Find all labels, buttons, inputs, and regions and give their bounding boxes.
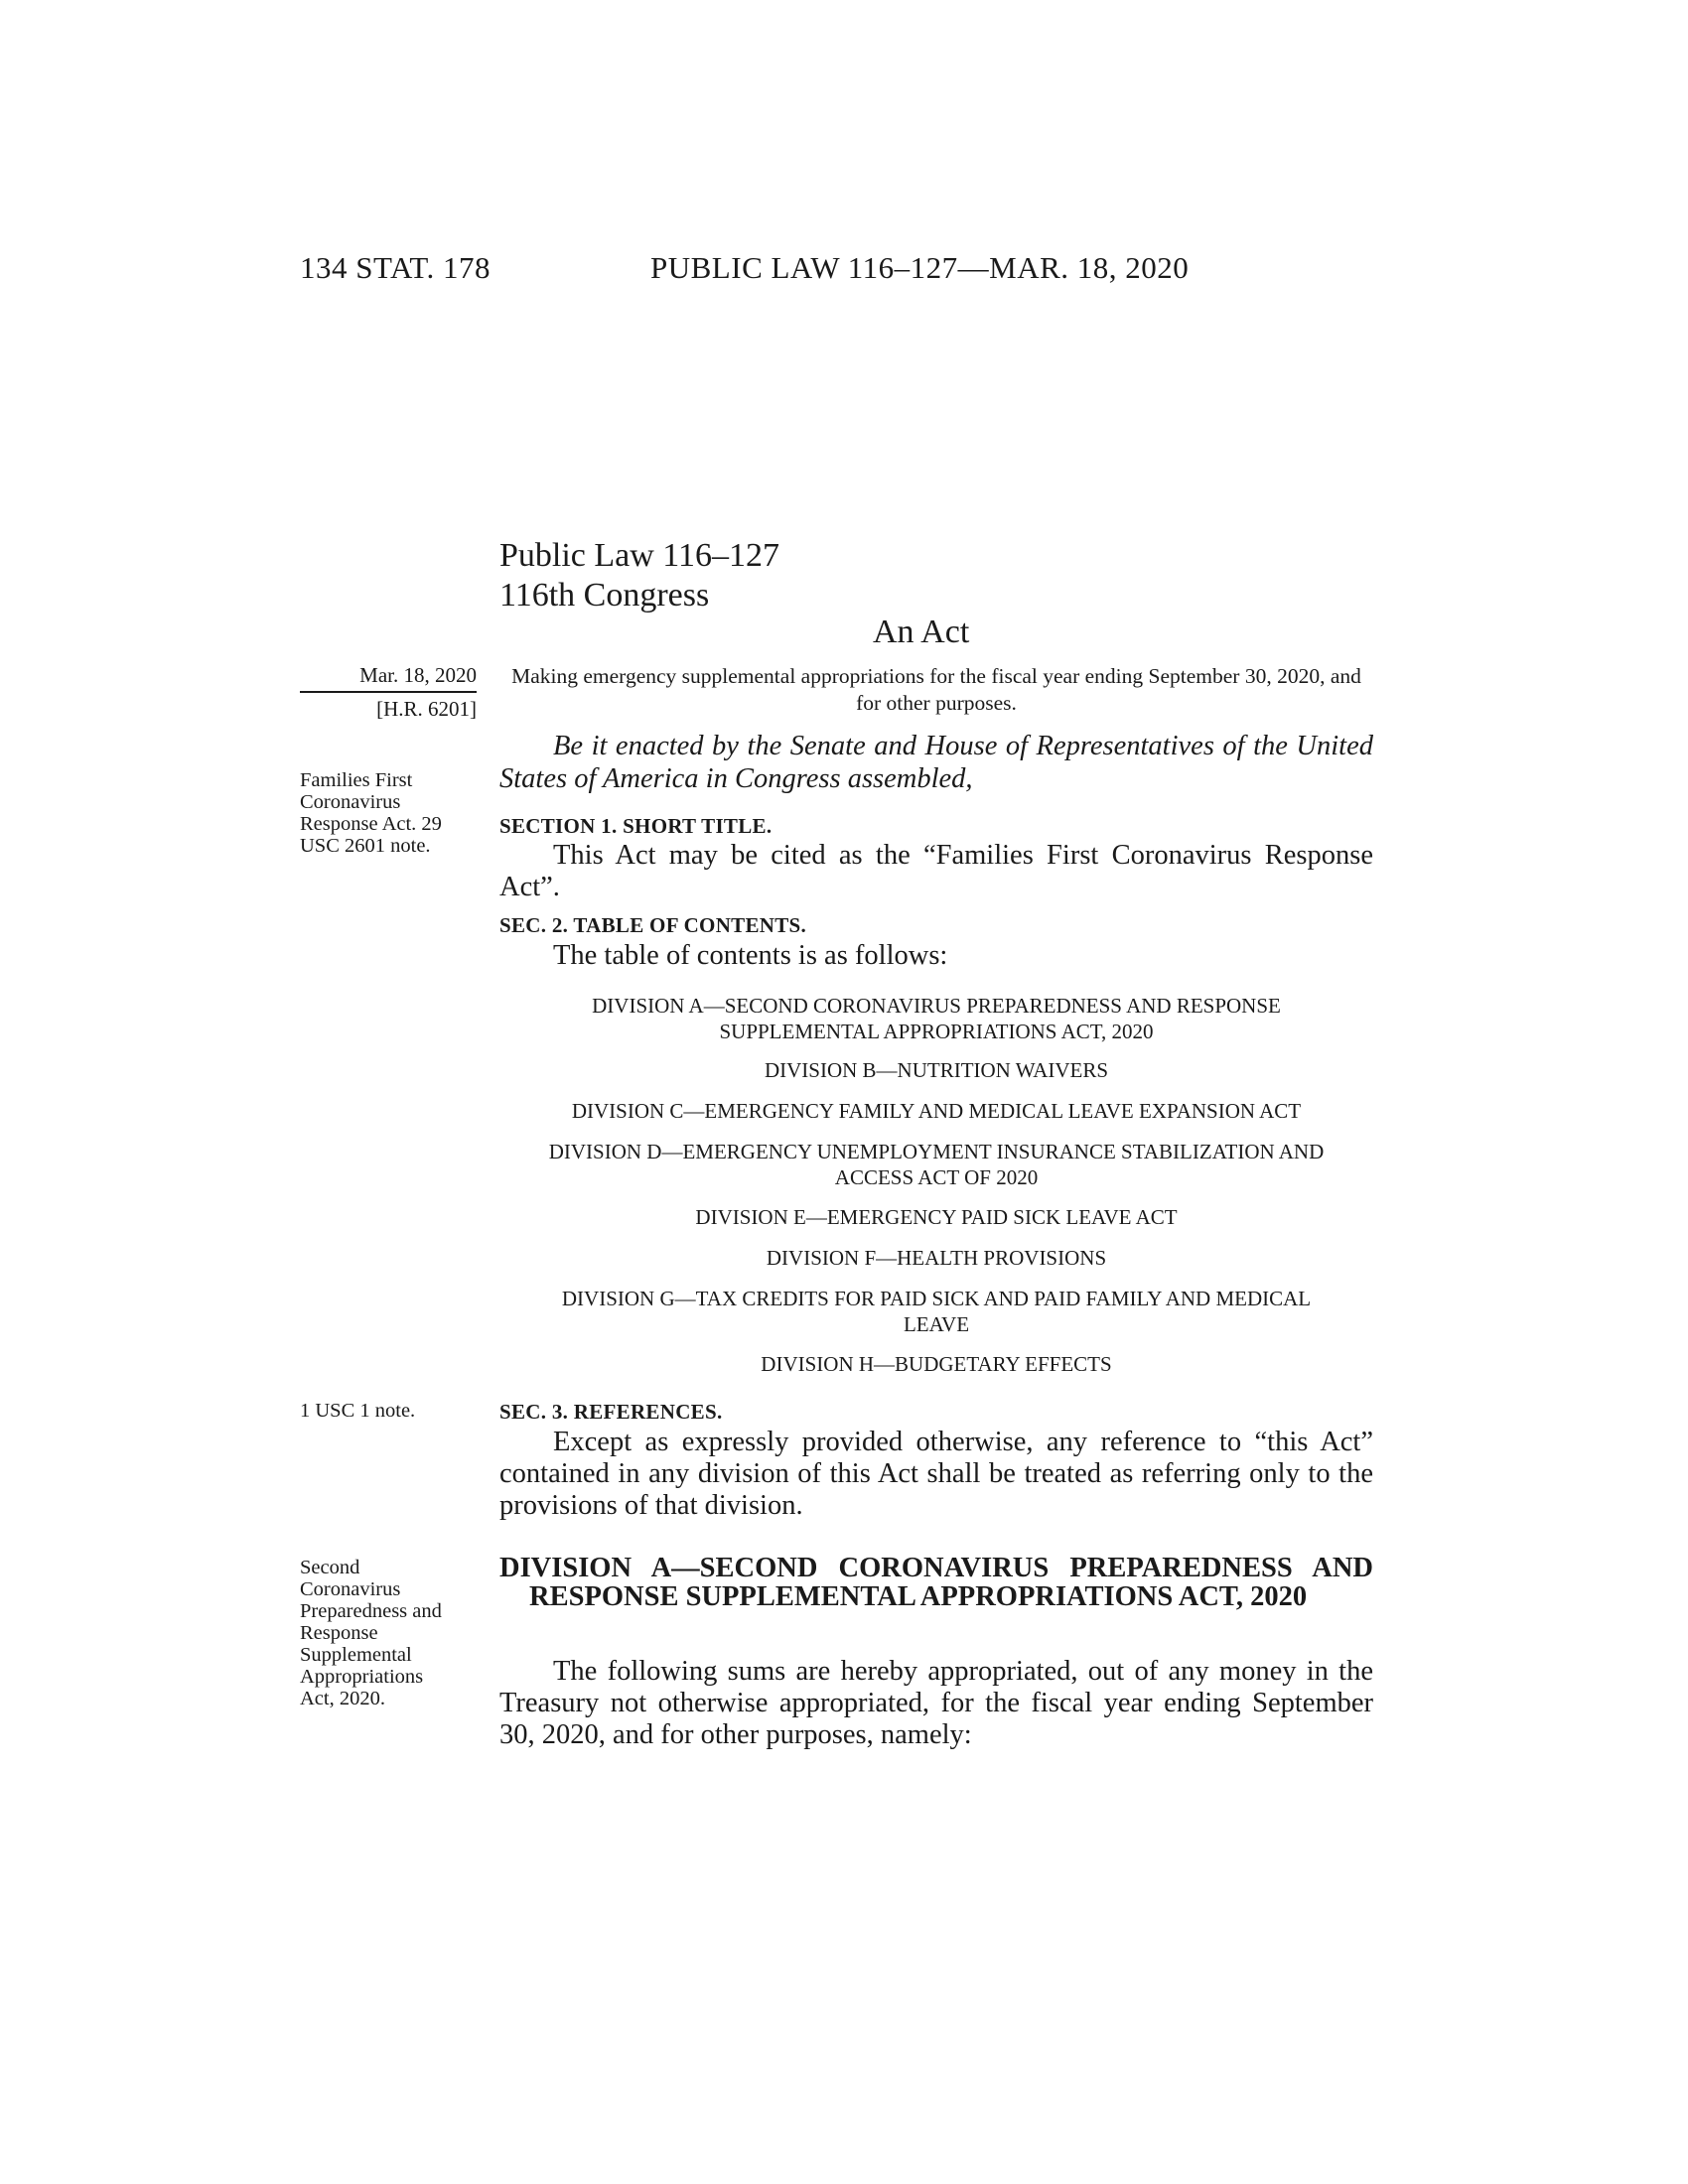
toc-division-c: DIVISION C—EMERGENCY FAMILY AND MEDICAL LEAVE EXPANSION ACT xyxy=(571,1099,1302,1123)
margin-bill-number: [H.R. 6201] xyxy=(376,697,477,721)
section-3-text: Except as expressly provided otherwise, any reference to “this Act” contained in any division of this Act shall be treated as referring only to the provisions of that division. xyxy=(499,1427,1373,1521)
division-a-heading: DIVISION A—SECOND CORONAVIRUS PREPAREDNESS AND RESPONSE SUPPLEMENTAL APPROPRIATIONS ACT, 2020 xyxy=(499,1553,1373,1612)
toc-division-d: DIVISION D—EMERGENCY UNEMPLOYMENT INSURANCE STABILIZATION AND ACCESS ACT OF 2020 xyxy=(548,1140,1325,1189)
margin-date: Mar. 18, 2020 xyxy=(359,663,477,687)
margin-note-short-title: Families First Coronavirus Response Act. 29 USC 2601 note. xyxy=(300,769,442,857)
margin-divider xyxy=(300,691,477,693)
section-3-heading: SEC. 3. REFERENCES. xyxy=(499,1400,723,1424)
congress-label: 116th Congress xyxy=(499,577,710,614)
act-purpose: Making emergency supplemental appropriations for the fiscal year ending September 30, 2020, and for other purposes. xyxy=(511,664,1361,715)
statute-page-number: 134 STAT. 178 xyxy=(300,250,492,285)
toc-division-b: DIVISION B—NUTRITION WAIVERS xyxy=(764,1058,1109,1082)
running-header-title: PUBLIC LAW 116–127—MAR. 18, 2020 xyxy=(650,250,1190,285)
toc-division-f: DIVISION F—HEALTH PROVISIONS xyxy=(766,1246,1107,1270)
division-a-text: The following sums are hereby appropriated, out of any money in the Treasury not otherwise appropriated, for the fiscal year ending September 30, 2020, and for other purposes, namely: xyxy=(499,1656,1373,1750)
toc-division-e: DIVISION E—EMERGENCY PAID SICK LEAVE ACT xyxy=(695,1205,1178,1229)
margin-note-references: 1 USC 1 note. xyxy=(300,1400,416,1422)
section-2-heading: SEC. 2. TABLE OF CONTENTS. xyxy=(499,913,807,937)
section-2-text: The table of contents is as follows: xyxy=(553,940,948,971)
section-1-heading: SECTION 1. SHORT TITLE. xyxy=(499,814,773,838)
section-1-text: This Act may be cited as the “Families First Coronavirus Response Act”. xyxy=(499,840,1373,902)
an-act-heading: An Act xyxy=(873,614,970,650)
public-law-title: Public Law 116–127 xyxy=(499,537,780,574)
toc-division-g: DIVISION G—TAX CREDITS FOR PAID SICK AND PAID FAMILY AND MEDICAL LEAVE xyxy=(561,1287,1312,1336)
toc-division-h: DIVISION H—BUDGETARY EFFECTS xyxy=(761,1352,1112,1376)
enacting-clause: Be it enacted by the Senate and House of Representatives of the United States of America in Congress assembled, xyxy=(499,731,1373,794)
toc-division-a: DIVISION A—SECOND CORONAVIRUS PREPAREDNESS AND RESPONSE SUPPLEMENTAL APPROPRIATIONS ACT, 2020 xyxy=(592,994,1281,1043)
margin-note-division-a: Second Coronavirus Preparedness and Response Supplemental Appropriations Act, 2020. xyxy=(300,1557,442,1709)
